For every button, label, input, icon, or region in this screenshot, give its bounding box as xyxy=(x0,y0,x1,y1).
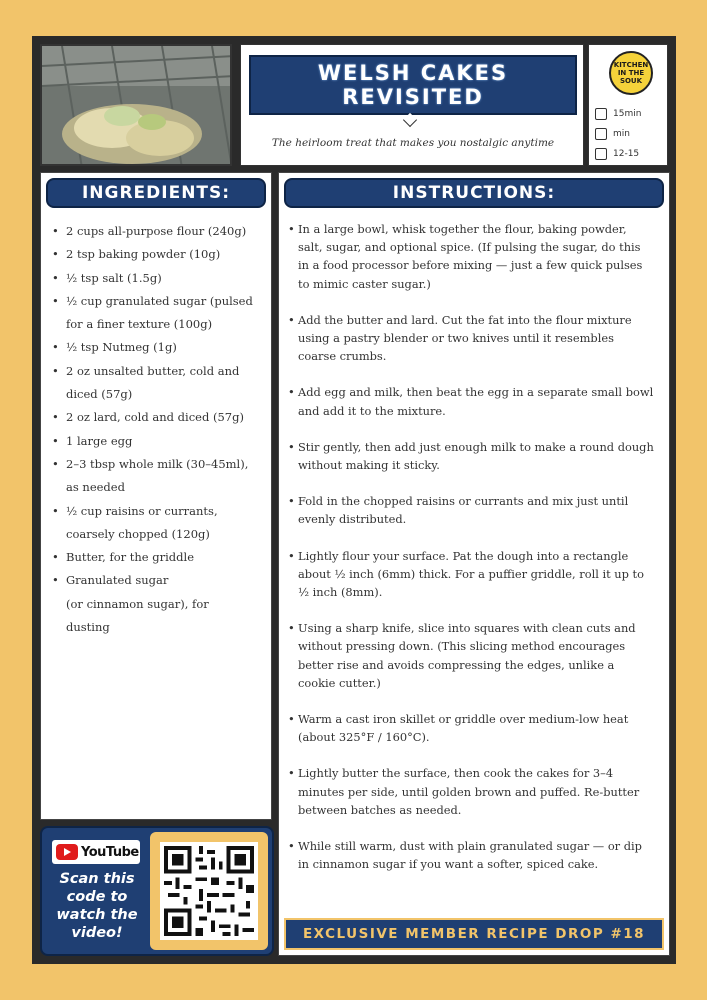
meta-value: 15min xyxy=(613,109,642,119)
scan-cta: Scan this code to watch the video! xyxy=(56,871,138,941)
banner-notch xyxy=(403,113,417,127)
list-item-continued: as needed xyxy=(66,480,125,495)
list-item: • 2 cups all-purpose flour (240g) xyxy=(52,220,266,243)
ingredients-heading xyxy=(46,178,266,208)
instruction-step: • Lightly butter the surface, then cook the cakes for 3–4 minutes per side, until golden brown and puffed. Re-butter between batches as needed. xyxy=(288,764,654,819)
member-banner-text: EXCLUSIVE MEMBER RECIPE DROP #18 xyxy=(302,926,646,942)
qr-frame xyxy=(150,832,268,950)
qr-code[interactable] xyxy=(160,842,258,940)
brand-logo xyxy=(609,51,653,95)
instructions-list xyxy=(288,220,654,891)
recipe-photo xyxy=(40,44,232,166)
instruction-step: • In a large bowl, whisk together the flour, baking powder, salt, sugar, and optional spice. (If pulsing the sugar, do this in a food processor before mixing — just a few quick pulses to mimic caster sugar.) xyxy=(288,220,654,293)
meta-value: 12-15 xyxy=(613,149,640,159)
list-item-continued: dusting xyxy=(66,620,110,635)
recipe-subtitle: The heirloom treat that makes you nostalgic anytime xyxy=(271,137,555,149)
instructions-heading-text: INSTRUCTIONS: xyxy=(392,183,556,203)
servings-icon xyxy=(595,148,607,160)
meta-prep-time xyxy=(595,107,641,121)
timer-icon xyxy=(595,128,607,140)
ingredients-heading-text: INGREDIENTS: xyxy=(81,183,231,203)
list-item: • Butter, for the griddle xyxy=(52,546,266,569)
instructions-heading xyxy=(284,178,664,208)
title-card xyxy=(240,44,584,166)
play-icon xyxy=(56,844,78,860)
meta-value: min xyxy=(613,129,630,139)
list-item: • 2–3 tbsp whole milk (30–45ml), xyxy=(52,453,266,476)
instruction-step: • Fold in the chopped raisins or currants and mix just until evenly distributed. xyxy=(288,492,654,528)
list-item-continued: for a finer texture (100g) xyxy=(66,317,213,332)
list-item: • ½ tsp Nutmeg (1g) xyxy=(52,336,266,359)
list-item: • 2 tsp baking powder (10g) xyxy=(52,243,266,266)
list-item: • 2 oz unsalted butter, cold and xyxy=(52,360,266,383)
list-item: • Granulated sugar xyxy=(52,569,266,592)
list-item: • 2 oz lard, cold and diced (57g) xyxy=(52,406,266,429)
meta-cook-time xyxy=(595,127,630,141)
list-item-continued: diced (57g) xyxy=(66,387,133,402)
instruction-step: • Add the butter and lard. Cut the fat into the flour mixture using a pastry blender or two knives until it resembles coarse crumbs. xyxy=(288,311,654,366)
ingredients-list xyxy=(52,220,266,639)
recipe-meta xyxy=(588,44,668,166)
instruction-step: • Using a sharp knife, slice into squares with clean cuts and without pressing down. (This slicing method encourages better rise and avoids compressing the edges, unlike a cookie cutter.) xyxy=(288,619,654,692)
list-item: • ½ cup raisins or currants, xyxy=(52,500,266,523)
list-item-continued: coarsely chopped (120g) xyxy=(66,526,210,541)
youtube-logo[interactable] xyxy=(52,840,140,864)
instruction-step: • Add egg and milk, then beat the egg in a separate small bowl and add it to the mixture. xyxy=(288,383,654,419)
title-banner xyxy=(249,55,577,115)
instruction-step: • Warm a cast iron skillet or griddle over medium-low heat (about 325°F / 160°C). xyxy=(288,710,654,746)
instruction-step: • While still warm, dust with plain granulated sugar — or dip in cinnamon sugar if you want a softer, spiced cake. xyxy=(288,837,654,873)
list-item-continued: (or cinnamon sugar), for xyxy=(66,596,209,611)
instruction-step: • Lightly flour your surface. Pat the dough into a rectangle about ½ inch (6mm) thick. For a puffier griddle, roll it up to ½ inch (8mm). xyxy=(288,547,654,602)
meta-servings xyxy=(595,147,639,161)
clock-icon xyxy=(595,108,607,120)
list-item: • ½ cup granulated sugar (pulsed xyxy=(52,290,266,313)
brand-logo-text: KITCHEN IN THE SOUK xyxy=(613,61,649,85)
youtube-promo xyxy=(40,826,274,956)
list-item: • ½ tsp salt (1.5g) xyxy=(52,267,266,290)
list-item: • 1 large egg xyxy=(52,430,266,453)
youtube-wordmark: YouTube xyxy=(81,844,139,860)
recipe-title: WELSH CAKES REVISITED xyxy=(317,61,509,109)
instruction-step: • Stir gently, then add just enough milk to make a round dough without making it sticky. xyxy=(288,438,654,474)
member-banner xyxy=(284,918,664,950)
